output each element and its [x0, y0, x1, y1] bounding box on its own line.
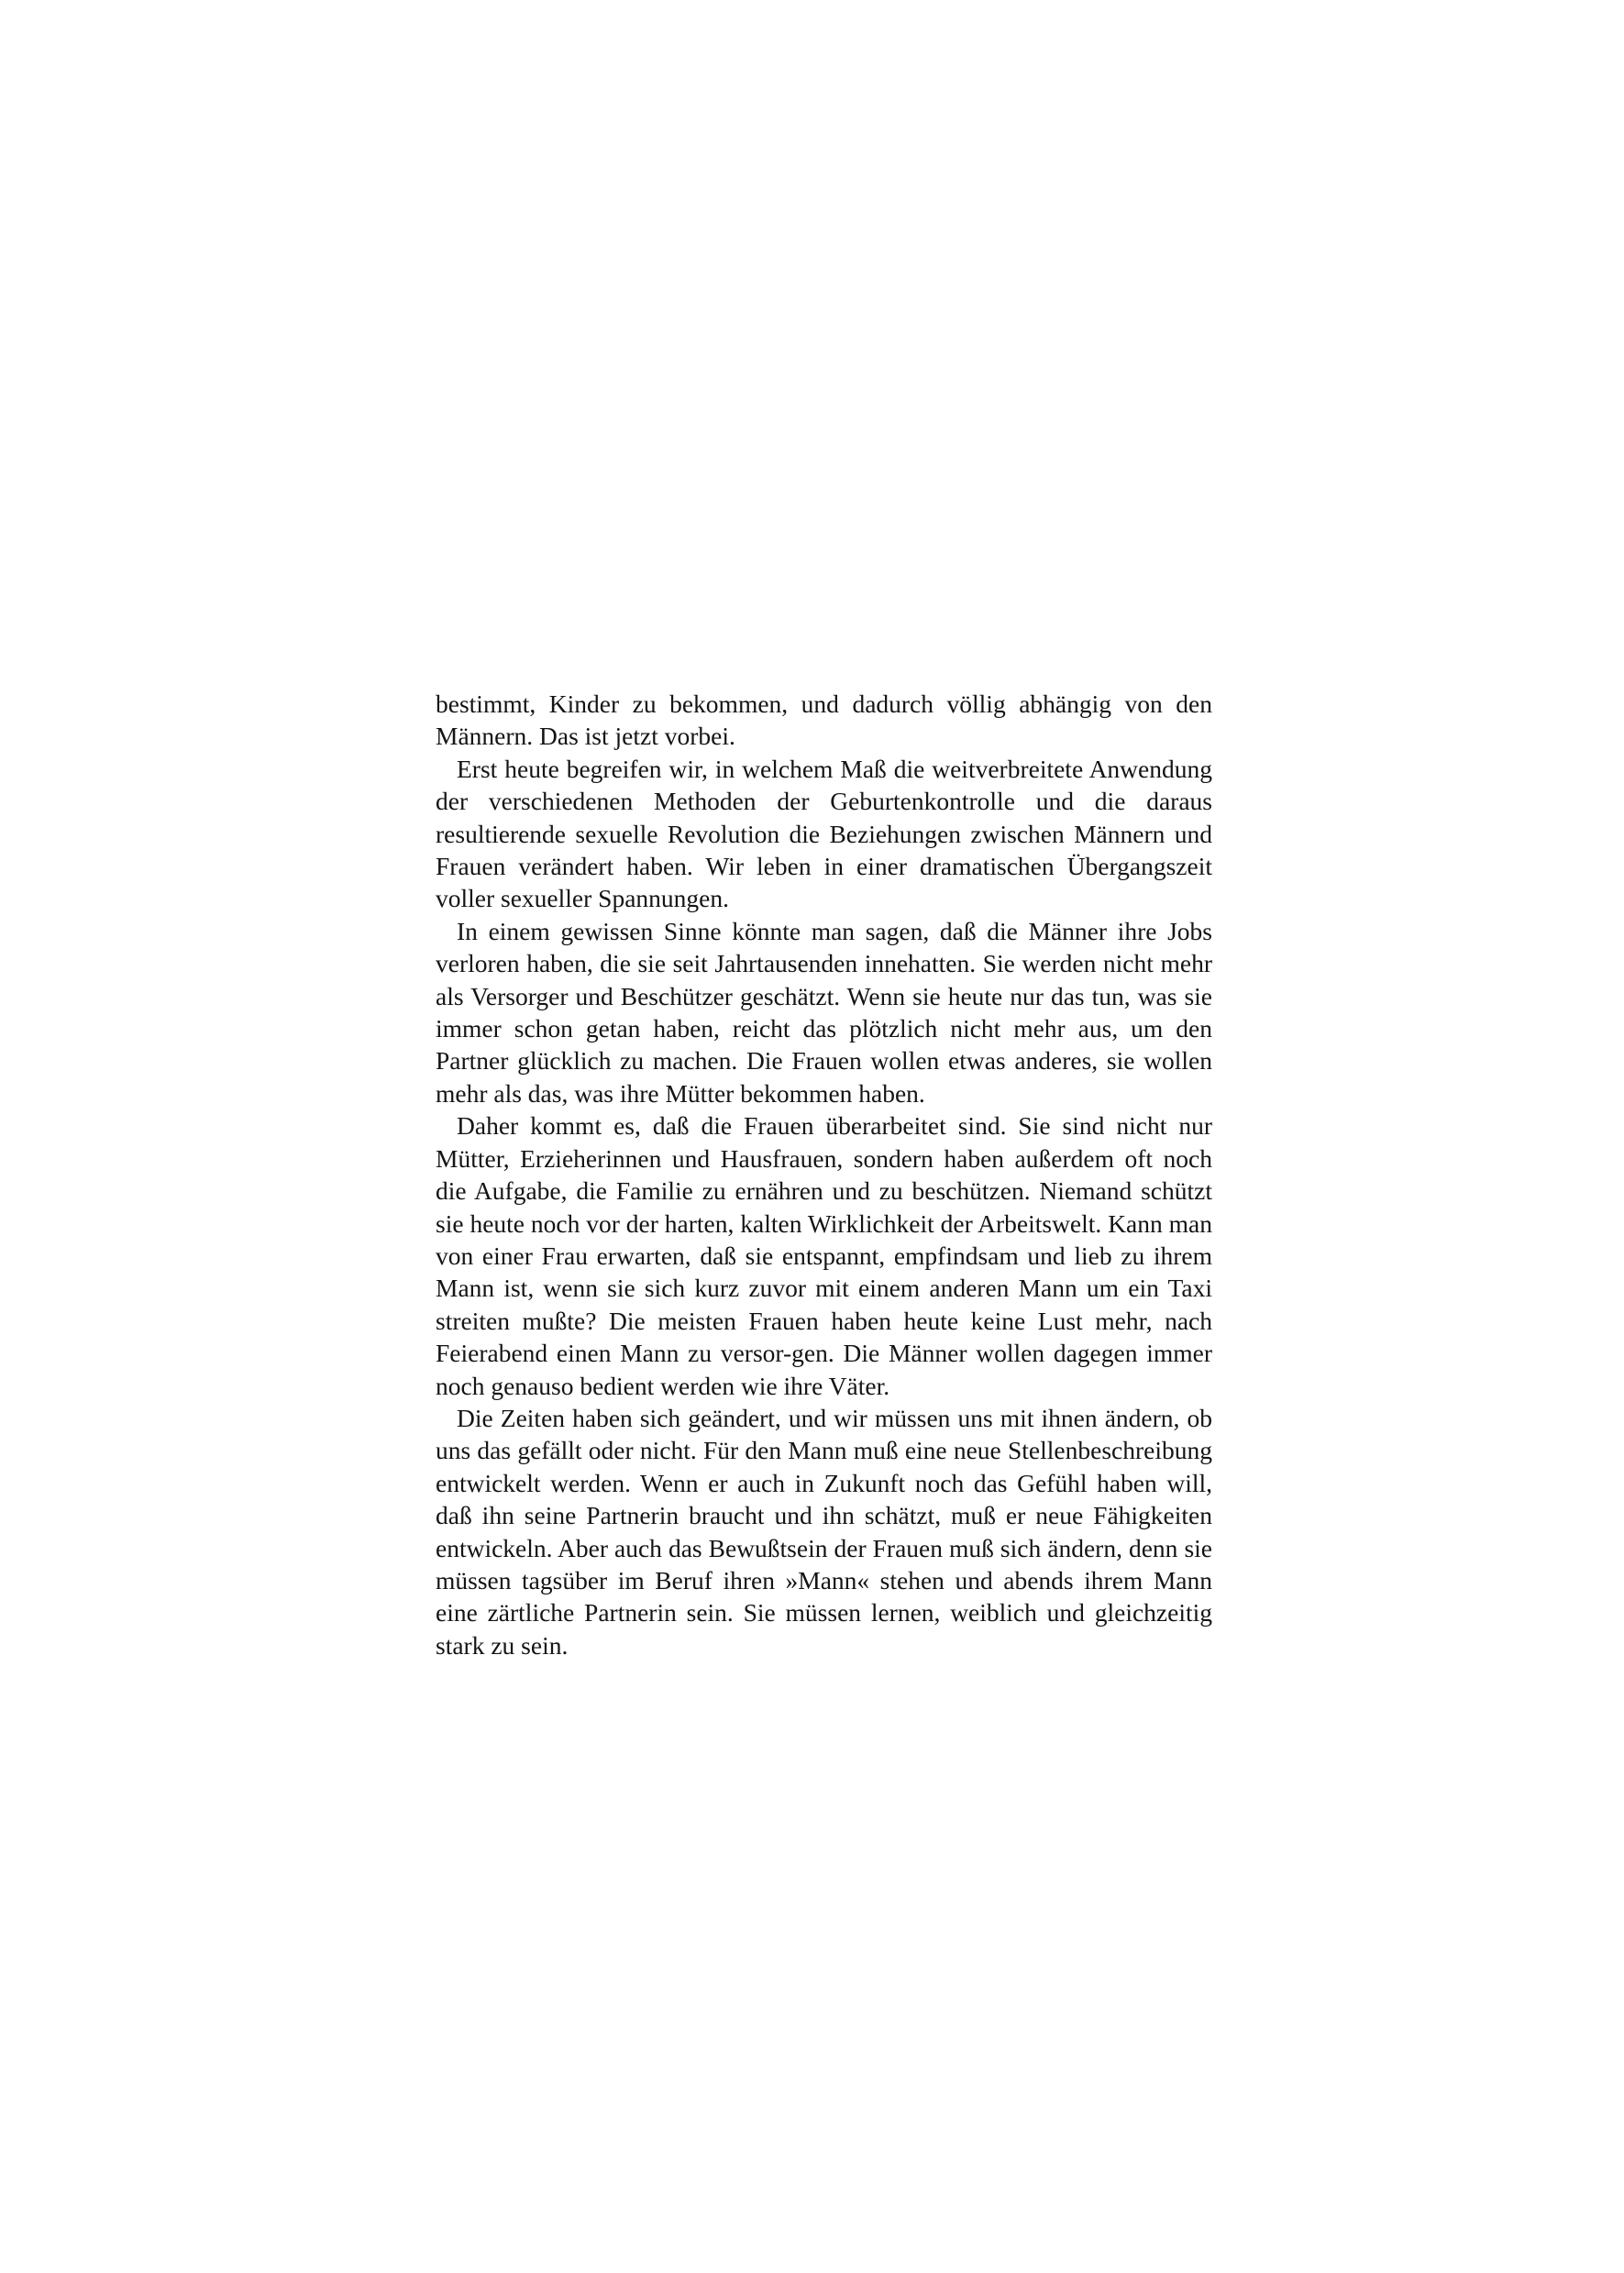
body-text — [436, 688, 1212, 1661]
paragraph-1: bestimmt, Kinder zu bekommen, und dadurch völlig abhängig von den Männern. Das ist jetzt vorbei. — [436, 690, 1212, 751]
paragraph-2: Erst heute begreifen wir, in welchem Maß die weitverbreitete Anwendung der verschiedenen Methoden der Geburtenkontrolle und die daraus resultierende sexuelle Revolution die Beziehungen zwischen Männern und Frauen verändert haben. Wir leben in einer dramatischen Übergangszeit voller sexueller Spannungen. — [436, 754, 1212, 913]
paragraph-4: Daher kommt es, daß die Frauen überarbeitet sind. Sie sind nicht nur Mütter, Erzieherinnen und Hausfrauen, sondern haben außerdem oft noch die Aufgabe, die Familie zu ernähren und zu beschützen. Niemand schützt sie heute noch vor der harten, kalten Wirklichkeit der Arbeitswelt. Kann man von einer Frau erwarten, daß sie entspannt, empfindsam und lieb zu ihrem Mann ist, wenn sie sich kurz zuvor mit einem anderen Mann um ein Taxi streiten mußte? Die meisten Frauen haben heute keine Lust mehr, nach Feierabend einen Mann zu versor-gen. Die Männer wollen dagegen immer noch genauso bedient werden wie ihre Väter. — [436, 1111, 1212, 1400]
paragraph-3: In einem gewissen Sinne könnte man sagen, daß die Männer ihre Jobs verloren haben, die sie seit Jahrtausenden innehatten. Sie werden nicht mehr als Versorger und Beschützer geschätzt. Wenn sie heute nur das tun, was sie immer schon getan haben, reicht das plötzlich nicht mehr aus, um den Partner glücklich zu machen. Die Frauen wollen etwas anderes, sie wollen mehr als das, was ihre Mütter bekommen haben. — [436, 916, 1212, 1108]
paragraph-5: Die Zeiten haben sich geändert, und wir müssen uns mit ihnen ändern, ob uns das gefällt oder nicht. Für den Mann muß eine neue Stellenbeschreibung entwickelt werden. Wenn er auch in Zukunft noch das Gefühl haben will, daß ihn seine Partnerin braucht und ihn schätzt, muß er neue Fähigkeiten entwickeln. Aber auch das Bewußtsein der Frauen muß sich ändern, denn sie müssen tagsüber im Beruf ihren »Mann« stehen und abends ihrem Mann eine zärtliche Partnerin sein. Sie müssen lernen, weiblich und gleichzeitig stark zu sein. — [436, 1403, 1212, 1660]
